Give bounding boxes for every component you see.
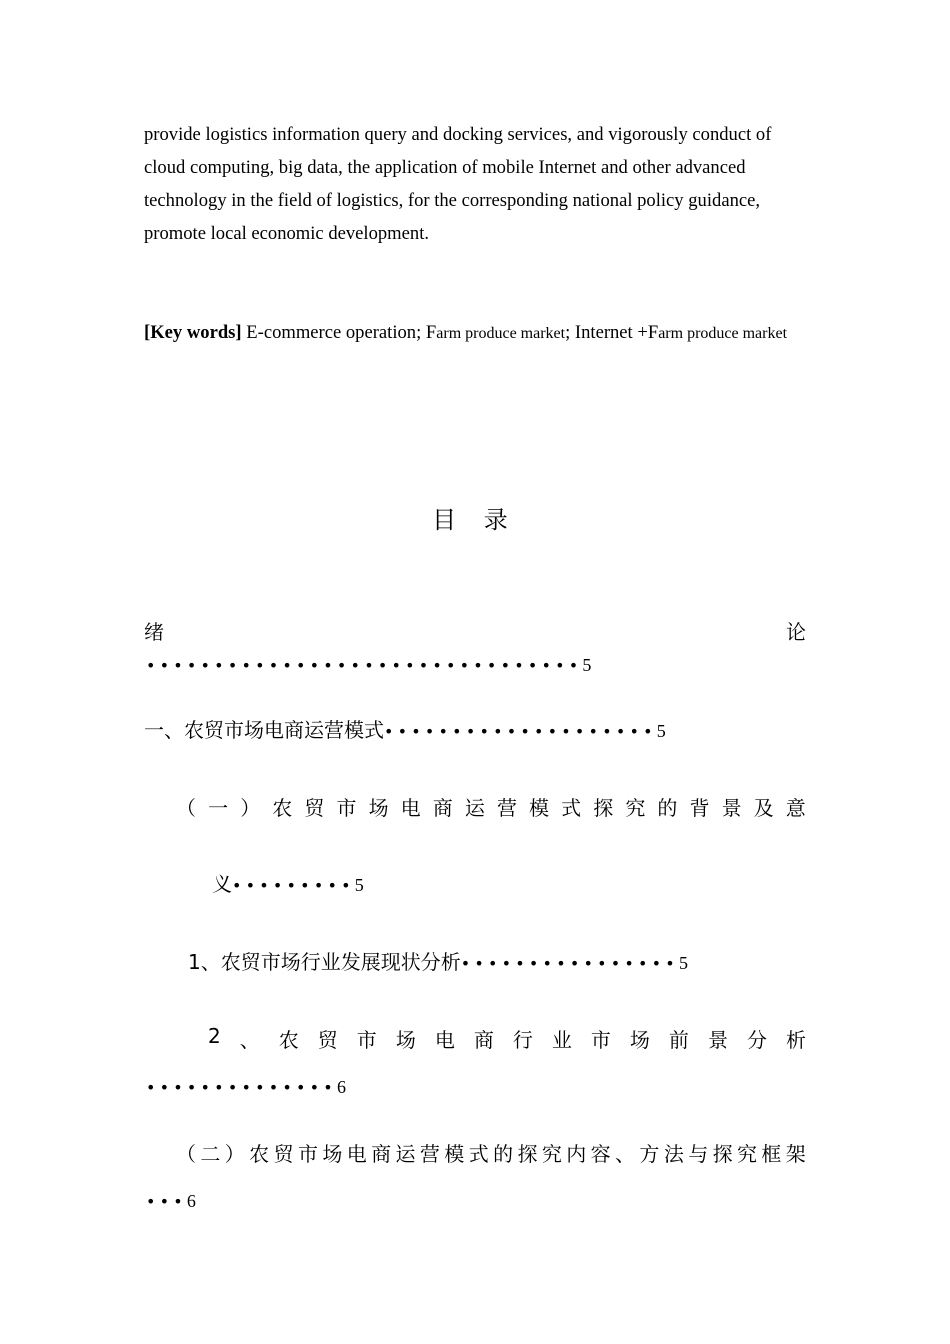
toc-entry-subsection-2-leader: [146, 1074, 346, 1098]
toc-page-number: 5: [354, 875, 364, 895]
toc-entry-intro-leader: [146, 652, 591, 676]
toc-char: 行: [512, 1028, 533, 1052]
toc-entry-text: 义: [212, 872, 232, 896]
toc-entry-section-1-cont: [212, 868, 364, 897]
toc-char: 究: [625, 796, 646, 820]
toc-char: 景: [707, 1028, 728, 1052]
toc-char: 景: [721, 796, 742, 820]
toc-char: 商: [371, 1142, 392, 1166]
toc-char: 营: [419, 1142, 440, 1166]
toc-char: 法: [663, 1142, 684, 1166]
toc-char: 贸: [317, 1028, 338, 1052]
toc-char: 、: [239, 1028, 260, 1052]
toc-entry-chapter-1[interactable]: [144, 714, 666, 743]
toc-title: 目 录: [432, 506, 518, 534]
toc-char: 营: [496, 796, 517, 820]
toc-char: 探: [712, 1142, 733, 1166]
toc-char: 绪: [144, 620, 164, 644]
toc-char: 场: [322, 1142, 343, 1166]
toc-char: 商: [432, 796, 453, 820]
toc-page-number: 5: [678, 953, 688, 973]
toc-char: 及: [753, 796, 774, 820]
abstract-paragraph: provide logistics information query and docking services, and vigorously conduct of cloud computing, big data, the application of mobile Internet and other advanced technology in the field of logistics, for the corresponding national policy guidance, promote local economic development.: [144, 124, 772, 244]
toc-char: 农: [272, 796, 293, 820]
toc-char: 电: [400, 796, 421, 820]
keywords-line: [144, 316, 806, 350]
toc-entry-section-2[interactable]: [176, 1138, 806, 1167]
leader-dots: ••••••••••••••••••••••••••••••••: [146, 656, 583, 675]
toc-char: 探: [517, 1142, 538, 1166]
toc-char: 与: [688, 1142, 709, 1166]
toc-char: 电: [346, 1142, 367, 1166]
toc-page-number: 5: [582, 655, 592, 675]
toc-char: 论: [786, 620, 806, 644]
toc-char: （: [176, 796, 196, 820]
keywords-part-2: arm produce market: [436, 325, 566, 342]
toc-char: （: [176, 1142, 196, 1166]
leader-dots: ••••••••••••••••: [460, 954, 679, 973]
toc-char: 贸: [304, 796, 325, 820]
leader-dots: ••••••••••••••: [146, 1078, 337, 1097]
leader-dots: ••••••••••••••••••••: [384, 722, 657, 741]
toc-char: 农: [278, 1028, 299, 1052]
toc-char: ）: [224, 1142, 245, 1166]
keywords-label: [Key words]: [144, 322, 242, 343]
toc-char: 方: [639, 1142, 660, 1166]
leader-dots: •••••••••: [232, 876, 355, 895]
toc-char: 式: [468, 1142, 489, 1166]
toc-entry-subsection-2[interactable]: [208, 1024, 806, 1053]
toc-entry-section-1[interactable]: [176, 792, 806, 821]
toc-char: 市: [356, 1028, 377, 1052]
toc-page-number: 5: [656, 721, 666, 741]
toc-char: 模: [444, 1142, 465, 1166]
toc-char: 业: [551, 1028, 572, 1052]
toc-entry-text: 1、农贸市场行业发展现状分析: [188, 950, 461, 974]
toc-char: 场: [395, 1028, 416, 1052]
keywords-part-4: arm produce market: [658, 325, 788, 342]
toc-char: 2: [208, 1024, 221, 1048]
toc-char: 容: [590, 1142, 611, 1166]
toc-char: 市: [590, 1028, 611, 1052]
toc-char: 商: [473, 1028, 494, 1052]
toc-char: 模: [529, 796, 550, 820]
toc-char: 场: [368, 796, 389, 820]
toc-char: 意: [785, 796, 806, 820]
keywords-part-3: ; Internet +F: [565, 322, 659, 343]
toc-char: 内: [566, 1142, 587, 1166]
toc-char: 一: [208, 796, 229, 820]
toc-char: 究: [541, 1142, 562, 1166]
toc-entry-text: 一、农贸市场电商运营模式: [144, 718, 384, 742]
toc-char: 前: [668, 1028, 689, 1052]
toc-char: 探: [593, 796, 614, 820]
toc-entry-subsection-1[interactable]: [188, 946, 688, 975]
toc-char: 贸: [273, 1142, 294, 1166]
toc-char: 架: [785, 1142, 806, 1166]
keywords-part-1: E-commerce operation; F: [246, 322, 437, 343]
toc-char: 框: [761, 1142, 782, 1166]
toc-char: 析: [785, 1028, 806, 1052]
toc-char: 二: [200, 1142, 221, 1166]
toc-char: 运: [395, 1142, 416, 1166]
toc-char: 运: [464, 796, 485, 820]
toc-char: 、: [615, 1142, 636, 1166]
toc-char: 的: [493, 1142, 514, 1166]
toc-char: 究: [736, 1142, 757, 1166]
toc-char: 式: [561, 796, 582, 820]
toc-char: 电: [434, 1028, 455, 1052]
toc-char: 市: [336, 796, 357, 820]
toc-entry-section-2-leader: [146, 1188, 196, 1212]
toc-char: 场: [629, 1028, 650, 1052]
leader-dots: •••: [146, 1192, 187, 1211]
toc-char: 农: [249, 1142, 270, 1166]
toc-char: 背: [689, 796, 710, 820]
toc-page-number: 6: [336, 1077, 346, 1097]
toc-char: 的: [657, 796, 678, 820]
toc-entry-intro[interactable]: [144, 616, 806, 645]
toc-page-number: 6: [186, 1191, 196, 1211]
toc-char: 市: [297, 1142, 318, 1166]
toc-char: ）: [240, 796, 261, 820]
toc-char: 分: [746, 1028, 767, 1052]
